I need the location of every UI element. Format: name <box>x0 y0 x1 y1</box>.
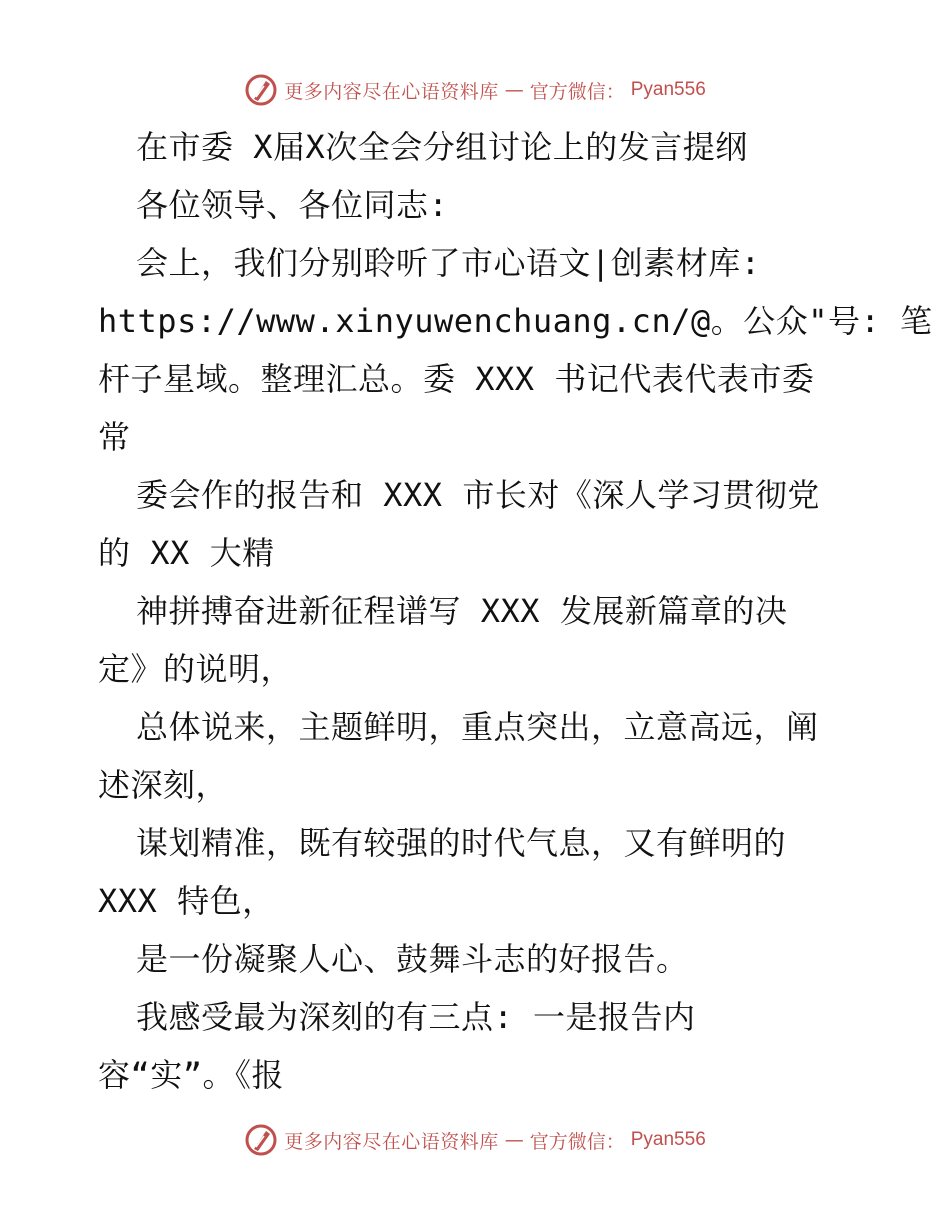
watermark-text: 更多内容尽在心语资料库 <box>284 1130 499 1153</box>
document-line: 述深刻， <box>98 766 229 804</box>
wechat-label: 官方微信： <box>529 80 625 103</box>
quill-pen-logo-icon <box>244 73 278 107</box>
document-line: XXX 特色， <box>98 882 275 920</box>
watermark-dash: — <box>504 1129 524 1151</box>
document-line: 神拼搏奋进新征程谱写 XXX 发展新篇章的决 <box>136 592 788 630</box>
watermark-dash: — <box>504 79 524 101</box>
document-line: 是一份凝聚人心、鼓舞斗志的好报告。 <box>136 940 689 978</box>
document-line: 容“实”。《报 <box>98 1056 285 1094</box>
quill-pen-logo-icon <box>244 1123 278 1157</box>
document-line: 定》的说明， <box>98 650 294 688</box>
document-line: 在市委 X届X次全会分组讨论上的发言提纲 <box>136 128 748 166</box>
footer-watermark-banner <box>0 1120 950 1160</box>
document-line: 常 <box>98 418 131 456</box>
document-line: https://www.xinyuwenchuang.cn/@。公众"号: 笔 <box>98 302 933 340</box>
document-line: 各位领导、各位同志: <box>136 186 449 224</box>
document-line: 的 XX 大精 <box>98 534 275 572</box>
wechat-label: 官方微信： <box>529 1130 625 1153</box>
document-line: 会上，我们分别聆听了市心语文|创素材库: <box>136 244 761 282</box>
wechat-id: Pyan556 <box>630 79 706 100</box>
wechat-id: Pyan556 <box>630 1129 706 1150</box>
document-line: 谋划精准，既有较强的时代气息，又有鲜明的 <box>136 824 787 862</box>
header-watermark-banner <box>0 70 950 110</box>
document-line: 杆子星域。整理汇总。委 XXX 书记代表代表市委 <box>98 360 815 398</box>
document-line: 我感受最为深刻的有三点: 一是报告内 <box>136 998 696 1036</box>
watermark-text: 更多内容尽在心语资料库 <box>284 80 499 103</box>
document-body <box>98 118 933 1104</box>
document-line: 委会作的报告和 XXX 市长对《深人学习贯彻党 <box>136 476 820 514</box>
document-line: 总体说来，主题鲜明，重点突出，立意高远，阐 <box>136 708 819 746</box>
